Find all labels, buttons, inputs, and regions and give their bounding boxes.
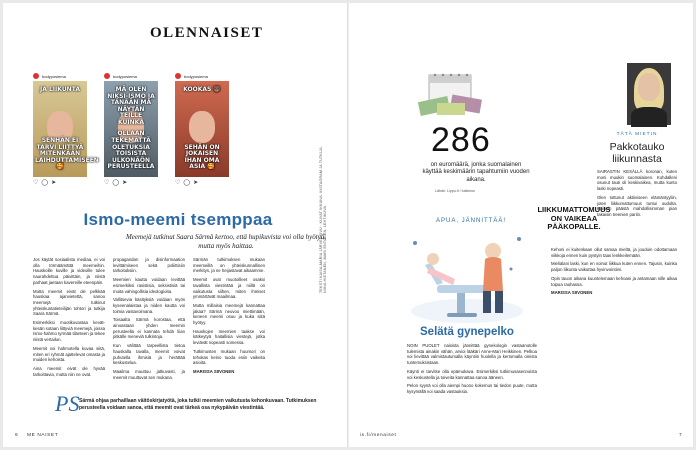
paragraph: Vallitsevia käsityksiä voidaan myös kyseenalaistaa ja niiden kautta voi toimia vastavoimana. <box>113 297 185 314</box>
page-number-left: 6 <box>15 433 19 438</box>
body-column-1 <box>33 257 105 380</box>
post-image <box>175 81 229 177</box>
avatar <box>104 73 110 79</box>
paragraph: Meemit voi hahmotella kuvaa siitä, miten eri ryhmät ajattelevat omasta ja muiden kehoista. <box>33 345 105 363</box>
avatar <box>175 73 181 79</box>
pull-quote-text: Särmä ohjaa parhaillaan väitöskirjatyötä, joka tutkii meemien vaikutusta kehonkuvaan. Tutkimuksen perusteella voidaan sanoa, että meemit ovat tärkeä osa nykypäivän viestintää. <box>79 398 317 411</box>
pull-quote: LIIKKUMATTOMUUS ON VAIKEAA PÄÄKOPALLE. <box>537 205 611 232</box>
paragraph: Esimerkiksi muotikuvastaa kevät-kesän sotaan liittyviä meemejä, joissa Ismo-hahmo tyrmää tilanteen ja tekee niistä vertailun. <box>33 320 105 343</box>
quote-mark: PS <box>55 391 80 416</box>
article-standfirst: Meemejä tutkinut Saara Särmä kertoo, että hupikuvista voi olla hyötyä, mutta myös haittaa. <box>125 233 327 250</box>
paragraph: Pelon syynä voi olla aiempi huono kokemus tai tiedon puute, mutta kysymällä voi saada vastauksia. <box>407 383 537 394</box>
paragraph: Maailma muuttuu jatkuvasti, ja meemit muuttuvat sen mukana. <box>113 368 185 380</box>
person-face <box>189 111 215 143</box>
share-icon[interactable]: ➤ <box>51 179 57 186</box>
magazine-spread <box>3 3 693 447</box>
section-kicker: APUA, JÄNNITTÄÄ! <box>436 218 507 224</box>
instagram-post-2[interactable] <box>104 71 158 189</box>
instagram-post-3[interactable] <box>175 71 229 189</box>
column-body <box>597 169 677 221</box>
post-bottom-caption: SEHÄN ON JOKAISEN IHAN OMA ASIA 🥰 <box>184 143 220 171</box>
paragraph: Meemit ovat muotoilleet osaksi tavallista viestintää ja niillä on vaikutusta siihen, miten ihmiset ymmärtävät maailmaa. <box>193 277 265 300</box>
paragraph: Jos käytät sosiaalista mediaa, ei voi olla törmäämättä meemeihin. Hauskoille kuville ja videoille tulee naurahdettua päivittäin, ja niistä parhaat jaetaan kavereille eteenpäin. <box>33 257 105 285</box>
paragraph: Mutta meemit eivät ole pelkkää hauskaa ajanvietettä, sanoo meemejä tutkinut yhteiskuntatieteilijän tohtori ja tutkija Saara Särmä. <box>33 288 105 317</box>
heart-icon[interactable]: ♡ <box>175 179 181 186</box>
author-signature: MARISSA SIIVONEN <box>551 290 593 296</box>
paragraph: Mielialani laski, kun en voinut liikkua kuten ennen. Tajusin, kuinka paljon liikunta vaikuttaa hyvinvointiini. <box>551 261 677 273</box>
page-gutter <box>347 3 349 447</box>
paragraph: Aina meemit eivät ole hyvää tarkoittavia, mutta niin ne ovat. <box>33 365 105 377</box>
paragraph: Kun välittää tarpeellista tietoa hauskalla tavalla, meemit voivat puhutella ihmisiä ja herättää keskustelua. <box>113 343 185 366</box>
instagram-post-1[interactable] <box>33 71 99 189</box>
stat-source: Lähde: Lippu.fi / tutkimus <box>435 189 475 193</box>
page-number-right: 7 <box>679 433 683 438</box>
paragraph: SAIRASTIN KESÄLLÄ koronan, kuten moni muukin suomalainen. Kohdalleni osunut tauti oli keskivaikea, mutta kunto laski nopeasti. <box>597 169 677 192</box>
share-icon[interactable]: ➤ <box>193 179 199 186</box>
post-top-caption: KOOKAS 🐻 <box>183 86 221 93</box>
paragraph: Hauskojen meemien taakse voi kätkeytyä haitallisia viestejä, jotka leviävät nopeasti somessa. <box>193 328 265 346</box>
stat-caption: on euromäärä, jonka suomalainen käyttää keskimäärin tapahtumiin vuoden aikana. <box>422 162 530 183</box>
post-top-caption: JA LIIKUNTA <box>40 86 80 93</box>
paragraph: Tutkimusten mukaan huumori on tehokas keino tuoda esiin vaikeita asioita. <box>193 348 265 366</box>
column-title: Pakkotauko liikunnasta <box>609 141 665 165</box>
paragraph: Särmän tutkimuksen mukaan meemeillä on yhteiskunnallinen merkitys, ja ne heijastavat aikaamme. <box>193 257 265 274</box>
body-column-3 <box>193 257 265 378</box>
stat-number: 286 <box>431 121 491 159</box>
gyne-body <box>407 343 537 398</box>
paragraph: Kehoni ei kuitenkaan ollut samaa mieltä, ja jouduin odottamaan viikkoja ennen kuin pystyin taas lenkkeilemään. <box>551 247 677 258</box>
post-handle: bodyposiema <box>42 73 66 79</box>
post-bottom-caption: SENHÄN EI TARVI LIITTYÄ MITENKÄÄN LAIHDUTTAMISEEN 🥰 <box>35 137 99 171</box>
post-bottom-caption: OLLAAN TEKEMÄTTÄ OLETUKSIA TOISISTA ULKONÄÖN PERUSTEELLA <box>107 130 155 171</box>
author-photo <box>627 63 671 125</box>
author-face <box>638 73 660 101</box>
post-handle: bodyposiema <box>113 73 137 79</box>
comment-icon[interactable]: ◯ <box>41 179 49 186</box>
avatar <box>33 73 39 79</box>
body-column-2 <box>113 257 185 383</box>
gynecology-chair-illustration <box>407 229 527 327</box>
paragraph: NOIN PUOLET naisista jännittää gynekologin vastaanotolle tulemista ainakin vähän, arvioi lääkäri Anne-Mari Heikkinen. Pelkoa voi lievittää valmistautumalla käyntiin huolella ja kertomalla omista tuntemuksistaan. <box>407 343 537 366</box>
paragraph: Käynti ei tarvitse olla epämukava. Esimerkiksi tutkimusasennoista voi keskustella ja toiveita kannattaa sanoa ääneen. <box>407 368 537 380</box>
author-body <box>631 107 667 127</box>
article-headline: Ismo-meemi tsemppaa <box>83 210 273 229</box>
photo-credit: TEKSTI KAISA-MARIA JÄRVENSIVU · KUVAT IKKUNA, INSTAGRAM JA TUTKIJA, NIINA HIETANEN, MARI ENTONEN, LEHTIKUVA <box>319 146 327 293</box>
comment-icon[interactable]: ◯ <box>112 179 120 186</box>
magazine-footer: ME NAISET <box>27 433 59 438</box>
column-body-continued <box>551 247 677 299</box>
paragraph: propagandan ja disinformaation levittämiseen sekä poliittisiin tarkoituksiin. <box>113 257 185 274</box>
paragraph: Meemien kautta voidaan levittää esimerkiksi rasistisia, seksistisiä tai muita vahingollisia ideologioita. <box>113 277 185 294</box>
post-handle: bodyposiema <box>184 73 208 79</box>
paragraph: Mutta millaisia meemejä kannattaa jakaa? Särmä neuvoo miettimään, keneen meemi osuu ja kuka siitä hyötyy. <box>193 302 265 326</box>
share-icon[interactable]: ➤ <box>122 179 128 186</box>
heart-icon[interactable]: ♡ <box>104 179 110 186</box>
post-image <box>104 81 158 177</box>
author-signature: MARISSA SIIVONEN <box>193 368 235 374</box>
post-image <box>33 81 99 177</box>
post-top-caption: MÄ OLEN NIKSI-ISMO JA TÄNÄÄN MÄ NÄYTÄN TEILLE KUINKA <box>107 86 155 126</box>
paragraph: Opin tauon aikana kuuntelemaan kehoani ja antamaan sille aikaa toipua rauhassa. <box>551 275 677 287</box>
calendar-money-illustration <box>415 71 485 117</box>
section-title: OLENNAISET <box>150 25 264 41</box>
heart-icon[interactable]: ♡ <box>33 179 39 186</box>
comment-icon[interactable]: ◯ <box>183 179 191 186</box>
gyne-title: Selätä gynepelko <box>420 326 514 338</box>
paragraph: Toisaalta Särmä korostaa, että ainoastaan yhden meemin perusteella ei kannata tehdä liian pitkälle meneviä tulkintoja. <box>113 317 185 340</box>
column-kicker: TÄTÄ MIETIN <box>616 132 658 137</box>
website-folio: is.fi/menaiset <box>360 433 397 438</box>
paragraph: Olen tottunut aktiiviseen elämäntyyliin, joten liikkumattomuus tuntui oudolta. Halusin päästä mahdollisimman pian takaisin treenien pariin. <box>597 194 677 217</box>
